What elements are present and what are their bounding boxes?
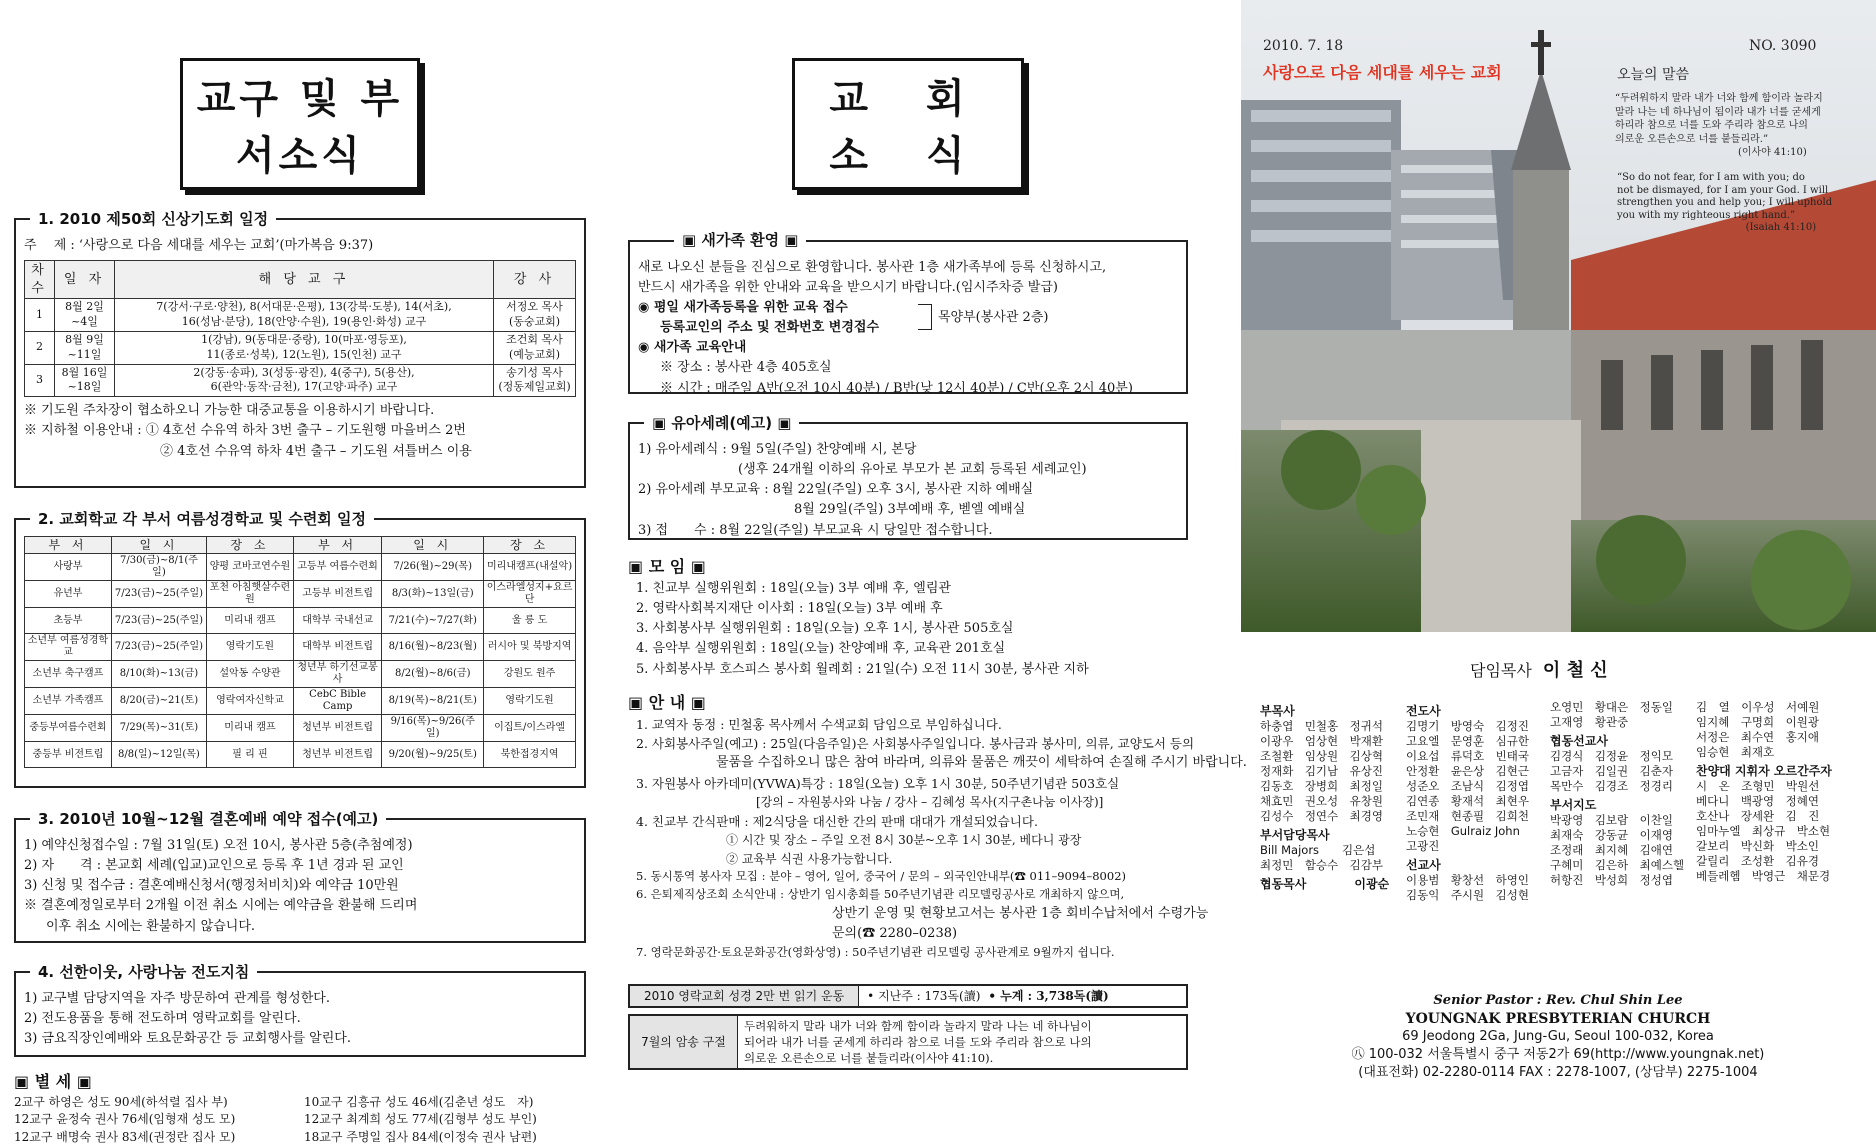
- section-evangelism-title: 4. 선한이웃, 사랑나눔 전도지침: [30, 961, 257, 984]
- memory-line: 되어라 내가 너를 굳세게 하리라 참으로 너를 도와 주리라 참으로 나의: [744, 1034, 1092, 1049]
- table-cell: 소년부 여름성경학교: [25, 634, 112, 661]
- welcome-place: ※ 장소 : 봉사관 4층 405호실: [660, 360, 832, 376]
- staff-names: 시 온 조형민 박원선: [1696, 779, 1820, 793]
- staff-heading: 협동목사 이광순: [1260, 877, 1390, 891]
- table-header-cell: 강 사: [494, 261, 576, 299]
- table-cell: 7/26(월)~29(목): [382, 554, 484, 581]
- staff-heading: 부목사: [1260, 704, 1295, 718]
- evangelism-line: 3) 금요직장인예배와 토요문화공간 등 교회행사를 알린다.: [24, 1031, 351, 1047]
- staff-names: 조정래 최지혜 김애연: [1550, 843, 1673, 857]
- table-cell: 초등부: [25, 608, 112, 634]
- staff-column-1: [1260, 700, 1389, 892]
- table-cell: 포천 아침햇살수련원: [206, 581, 293, 608]
- meeting-list: [628, 579, 1188, 680]
- memory-line: 의로운 오른손으로 너를 붙들리라(이사야 41:10).: [744, 1050, 994, 1065]
- staff-column-2: [1406, 700, 1529, 903]
- staff-names: 임승현 최재호: [1696, 745, 1775, 759]
- table-cell: 8/19(목)~8/21(토): [382, 688, 484, 715]
- table-cell: 필 리 핀: [206, 742, 293, 768]
- table-cell: 영락기도원: [484, 688, 576, 715]
- table-cell: 8/10(화)~13(금): [111, 661, 206, 688]
- staff-names: 김성수 정연수 최경영: [1260, 809, 1383, 823]
- word-line: strengthen you and help you; I will uphold: [1617, 197, 1833, 208]
- welcome-item: ◉ 평일 새가족등록을 위한 교육 접수: [638, 300, 848, 316]
- staff-names: 갈릴리 조성환 김유경: [1696, 854, 1819, 868]
- pastor-label: 담임목사: [1470, 661, 1532, 680]
- table-cell: 이집트/이스라엘: [484, 715, 576, 742]
- staff-heading: 부서담당목사: [1260, 828, 1330, 842]
- staff-names: 임마누엘 최상규 박소현: [1696, 824, 1831, 838]
- table-cell: 울 릉 도: [484, 608, 576, 634]
- staff-names: 채효민 권오성 유창원: [1260, 794, 1383, 808]
- left-title: 교구 및 부서소식: [180, 58, 420, 190]
- issue-date: 2010. 7. 18: [1263, 38, 1344, 54]
- section-summer-school: [14, 510, 586, 788]
- section-wedding-title: 3. 2010년 10월~12월 결혼예배 예약 접수(예고): [30, 808, 386, 831]
- word-line: you with my righteous right hand.”: [1617, 209, 1796, 221]
- welcome-intro: 새로 나오신 분들을 진심으로 환영합니다. 봉사관 1층 새가족부에 등록 신청하시고,: [638, 260, 1107, 275]
- table-cell: 9/20(월)~9/25(토): [382, 742, 484, 768]
- table-cell: 청년부 하기선교봉사: [293, 661, 381, 688]
- word-line: 말라 나는 네 하나님이 됨이라 내가 너를 굳세게: [1615, 106, 1821, 118]
- notice-item: 2. 사회봉사주일(예고) : 25일(다음주일)은 사회봉사주일입니다. 봉사금과 봉사미, 의류, 교양도서 등의: [636, 736, 1195, 752]
- staff-names: 고재영 황관중: [1550, 715, 1629, 729]
- table-row: [25, 554, 576, 581]
- welcome-intro: 반드시 새가족을 위한 안내와 교육을 받으시기 바랍니다.(임시주차증 발급): [638, 280, 1058, 296]
- staff-heading: 부서지도: [1550, 798, 1597, 812]
- table-cell: 유년부: [25, 581, 112, 608]
- section-welcome: [628, 231, 1188, 396]
- staff-heading: 선교사: [1406, 858, 1441, 872]
- table-row: [25, 688, 576, 715]
- parish-line: 2(강동·송파), 3(성동·광진), 4(중구), 5(용산),: [193, 365, 415, 379]
- table-row: [25, 299, 576, 332]
- staff-names: 조민재 현종필 김희천: [1406, 809, 1529, 823]
- staff-heading: 찬양대 지휘자 오르간주자: [1696, 764, 1832, 778]
- table-cell: 8/2(월)~8/6(금): [382, 661, 484, 688]
- table-cell: 8/16(월)~8/23(월): [382, 634, 484, 661]
- date-line: 8월 16일: [61, 365, 108, 379]
- staff-names: 이용범 황창선 하영인: [1406, 873, 1529, 887]
- bible-reading-bar: [628, 984, 1188, 1008]
- staff-names: 안정환 윤은상 김현근: [1406, 764, 1529, 778]
- table-cell: 3: [25, 364, 55, 397]
- obituary-item: 12교구 최계희 성도 77세(김형부 성도 부인): [304, 1112, 537, 1127]
- staff-names: 김명기 방영숙 김정진: [1406, 719, 1529, 733]
- staff-names: 오영민 황대은 정동일: [1550, 700, 1673, 714]
- staff-names: 베들레헴 박영근 채문경: [1696, 869, 1831, 883]
- obituary-item: 12교구 윤정숙 권사 76세(임형재 성도 모): [14, 1112, 236, 1127]
- table-cell: 7/30(금)~8/1(주일): [111, 554, 206, 581]
- speaker-line: (정동제일교회): [498, 380, 571, 394]
- meeting-item: 4. 음악부 실행위원회 : 18일(오늘) 찬양예배 후, 교육관 201호실: [636, 641, 1006, 657]
- speaker-line: (예능교회): [508, 347, 561, 361]
- staff-names: 이광우 엄상현 박재환: [1260, 734, 1383, 748]
- meeting-item: 1. 친교부 실행위원회 : 18일(오늘) 3부 예배 후, 엘림관: [636, 581, 951, 596]
- meeting-title: ▣ 모 임 ▣: [628, 557, 706, 576]
- wedding-line: 2) 자 격 : 본교회 세례(입교)교인으로 등록 후 1년 경과 된 교인: [24, 858, 404, 874]
- obituary-list: [14, 1094, 586, 1146]
- cover-photo: [1241, 0, 1876, 632]
- parish-line: 7(강서·구로·양천), 8(서대문·은평), 13(강북·도봉), 14(서초),: [156, 300, 452, 314]
- meeting-item: 2. 영락사회복지재단 이사회 : 18일(오늘) 3부 예배 후: [636, 601, 943, 617]
- staff-names: 하충엽 민철홍 정귀석: [1260, 719, 1383, 733]
- notice-item: ① 시간 및 장소 – 주일 오전 8시 30분~오후 1시 30분, 베다니 광장: [726, 832, 1082, 847]
- brace-shape: [918, 304, 932, 330]
- table-row: [25, 742, 576, 768]
- word-line: “두려워하지 말라 내가 너와 함께 함이라 놀라지: [1615, 93, 1823, 104]
- table-cell: 영락기도원: [206, 634, 293, 661]
- table-cell: [494, 299, 576, 332]
- date-line: 8월 2일: [65, 300, 104, 314]
- staff-names: 최정민 함승수 김감부: [1260, 858, 1383, 872]
- table-cell: [494, 331, 576, 364]
- today-word-korean: [1615, 92, 1823, 160]
- welcome-item: 등록교인의 주소 및 전화번호 변경접수: [660, 320, 880, 336]
- section-prayer: [14, 210, 586, 488]
- table-cell: 대학부 비전트립: [293, 634, 381, 661]
- table-cell: 이스라엘성지+요르단: [484, 581, 576, 608]
- wedding-line: ※ 결혼예정일로부터 2개월 이전 취소 시에는 예약금을 환불해 드리며: [24, 898, 418, 914]
- table-cell: 7/23(금)~25(주일): [111, 581, 206, 608]
- table-header-cell: 장 소: [484, 537, 576, 554]
- table-cell: 7/29(목)~31(토): [111, 715, 206, 742]
- prayer-theme: 주 제 : ‘사랑으로 다음 세대를 세우는 교회’(마가복음 9:37): [24, 238, 374, 253]
- table-header-cell: 차수: [25, 261, 55, 299]
- table-cell: 8/8(일)~12일(목): [111, 742, 206, 768]
- staff-names: 허항진 박성희 정성엽: [1550, 873, 1673, 887]
- staff-names: 김동호 장병희 최정일: [1260, 779, 1383, 793]
- table-header-cell: 장 소: [206, 537, 293, 554]
- staff-names: 조철환 임상원 김상혁: [1260, 749, 1383, 763]
- notice-item: 상반기 운영 및 현황보고서는 봉사관 1층 회비수납처에서 수령가능: [832, 905, 1209, 921]
- summer-table: [24, 536, 576, 768]
- staff-names: 이요섭 류덕호 빈태국: [1406, 749, 1529, 763]
- church-footer: [1240, 992, 1876, 1082]
- staff-names: 김동익 주시원 김성현: [1406, 888, 1529, 902]
- parish-line: 1(강남), 9(동대문·중랑), 10(마포·영등포),: [201, 332, 407, 346]
- meeting-item: 5. 사회봉사부 호스피스 봉사회 월례회 : 21일(수) 오전 11시 30분, 봉사관 지하: [636, 661, 1089, 677]
- meeting-item: 3. 사회봉사부 실행위원회 : 18일(오늘) 오후 1시, 봉사관 505호실: [636, 621, 1014, 637]
- welcome-registration: [638, 298, 1178, 338]
- table-header: [25, 537, 576, 554]
- wedding-line: 3) 신청 및 접수금 : 결혼예배신청서(행정처비치)와 예약금 10만원: [24, 878, 399, 894]
- staff-names: Bill Majors 김은섭: [1260, 843, 1376, 857]
- word-ref: (Isaiah 41:10): [1745, 222, 1817, 233]
- today-word-title: 오늘의 말씀: [1617, 67, 1690, 83]
- notice-item: ② 교육부 식권 사용가능합니다.: [726, 851, 893, 866]
- staff-names: 목만수 김경조 정경리: [1550, 779, 1673, 793]
- table-cell: [55, 364, 115, 397]
- table-cell: 강원도 원주: [484, 661, 576, 688]
- word-line: “So do not fear, for I am with you; do: [1617, 172, 1805, 183]
- notice-item: 7. 영락문화공간·토요문화공간(영화상영) : 50주년기념관 리모델링 공사관계로 9월까지 쉽니다.: [636, 945, 1115, 960]
- senior-pastor: [1470, 656, 1608, 682]
- staff-names: 박광영 김보람 이찬일: [1550, 813, 1673, 827]
- date-line: ~4일: [71, 315, 98, 329]
- table-cell: 8/3(화)~13일(금): [382, 581, 484, 608]
- wedding-line: 이후 취소 시에는 환불하지 않습니다.: [46, 918, 256, 934]
- obituary-title: ▣ 별 세 ▣: [14, 1072, 92, 1091]
- infant-line: 3) 접 수 : 8월 22일(주일) 부모교육 시 당일만 접수합니다.: [638, 522, 993, 538]
- speaker-line: (동숭교회): [508, 315, 561, 329]
- left-page: [0, 0, 600, 1144]
- staff-heading: 협동선교사: [1550, 734, 1608, 748]
- table-cell: 영락여자신학교: [206, 688, 293, 715]
- word-line: 하리라 참으로 너를 도와 주리라 참으로 나의: [1615, 120, 1808, 131]
- table-header-cell: 해 당 교 구: [115, 261, 494, 299]
- staff-names: 김 열 이우성 서예원: [1696, 700, 1820, 714]
- notice-item: [강의 – 자원봉사와 나눔 / 강사 – 김혜성 목사(지구촌나눔 이사장)]: [756, 794, 1104, 809]
- word-line: not be dismayed, for I am your God. I will: [1617, 184, 1829, 196]
- prayer-note: ※ 기도원 주차장이 협소하오니 가능한 대중교통을 이용하시기 바랍니다.: [24, 403, 435, 419]
- staff-names: 갈보리 박신화 박소인: [1696, 839, 1819, 853]
- reading-past: • 지난주 : 173독(讀): [867, 989, 981, 1004]
- date-line: ~18일: [67, 380, 102, 394]
- table-row: [25, 331, 576, 364]
- date-line: ~11일: [67, 347, 102, 361]
- table-cell: 설악동 수양관: [206, 661, 293, 688]
- table-cell: 7/23(금)~25(주일): [111, 608, 206, 634]
- table-row: [25, 608, 576, 634]
- table-cell: 북한접경지역: [484, 742, 576, 768]
- table-cell: 소년부 가족캠프: [25, 688, 112, 715]
- pastor-name: 이 철 신: [1542, 660, 1608, 681]
- prayer-table: [24, 260, 576, 397]
- table-cell: 7/21(수)~7/27(화): [382, 608, 484, 634]
- table-cell: 러시아 및 북방지역: [484, 634, 576, 661]
- table-cell: [115, 331, 494, 364]
- table-cell: [115, 299, 494, 332]
- table-header-cell: 부 서: [293, 537, 381, 554]
- speaker-line: 송기성 목사: [506, 365, 563, 379]
- footer-address-en: 69 Jeodong 2Ga, Jung-Gu, Seoul 100-032, Korea: [1402, 1029, 1714, 1044]
- parish-line: 16(성남·분당), 18(안양·수원), 19(용인·화성) 교구: [181, 315, 427, 329]
- table-cell: 고등부 비전트립: [293, 581, 381, 608]
- footer-church: YOUNGNAK PRESBYTERIAN CHURCH: [1405, 1011, 1711, 1027]
- wedding-line: 1) 예약신청접수일 : 7월 31일(토) 오전 10시, 봉사관 5층(추첨예정): [24, 838, 413, 853]
- table-header-cell: 일 자: [55, 261, 115, 299]
- table-cell: 8/20(금)~21(토): [111, 688, 206, 715]
- date-line: 8월 9일: [65, 332, 104, 346]
- staff-heading: 전도사: [1406, 704, 1441, 718]
- infant-line: 2) 유아세례 부모교육 : 8월 22일(주일) 오후 3시, 봉사관 지하 예배실: [638, 482, 1034, 498]
- notice-item: 5. 동시통역 봉사자 모집 : 분야 – 영어, 일어, 중국어 / 문의 – 외국인안내부(☎ 011–9094–8002): [636, 869, 1126, 884]
- section-infant-title: ▣ 유아세례(예고) ▣: [644, 412, 799, 435]
- section-infant-baptism: [628, 414, 1188, 540]
- table-cell: 미리내 캠프: [206, 608, 293, 634]
- welcome-location: 목양부(봉사관 2층): [938, 310, 1049, 326]
- staff-names: 정재화 김기남 유상진: [1260, 764, 1383, 778]
- table-cell: 7/23(금)~25(주일): [111, 634, 206, 661]
- section-prayer-title: 1. 2010 제50회 신상기도회 일정: [30, 208, 276, 231]
- section-wedding: [14, 810, 586, 943]
- evangelism-line: 1) 교구별 담당지역을 자주 방문하여 관계를 형성한다.: [24, 991, 330, 1006]
- issue-number: NO. 3090: [1749, 38, 1817, 54]
- welcome-time: ※ 시간 : 매주일 A반(오전 10시 40분) / B반(낮 12시 40분) / C반(오후 2시 40분): [660, 380, 1133, 396]
- staff-names: 김연종 황재석 최현우: [1406, 794, 1529, 808]
- church-motto: 사랑으로 다음 세대를 세우는 교회: [1263, 63, 1502, 82]
- table-cell: [55, 331, 115, 364]
- table-cell: [115, 364, 494, 397]
- table-header-cell: 부 서: [25, 537, 112, 554]
- table-cell: 중등부 비전트립: [25, 742, 112, 768]
- footer-phone: (대표전화) 02-2280-0114 FAX : 2278-1007, (상담부) 2275-1004: [1358, 1065, 1758, 1080]
- prayer-note: ※ 지하철 이용안내 : ① 4호선 수유역 하차 3번 출구 – 기도원행 마을버스 2번: [24, 423, 466, 439]
- staff-names: 성준오 조남식 김정엽: [1406, 779, 1529, 793]
- speaker-line: 조건회 목사: [506, 332, 563, 346]
- staff-names: 고광진: [1406, 839, 1440, 853]
- notice-item: 6. 은퇴제직상조회 소식안내 : 상반기 임시총회를 50주년기념관 리모델링공사로 개최하지 않으며,: [636, 886, 1125, 901]
- table-cell: 중등부여름수련회: [25, 715, 112, 742]
- table-cell: 미리내캠프(내설악): [484, 554, 576, 581]
- word-ref: (이사야 41:10): [1737, 147, 1807, 158]
- welcome-item: ◉ 새가족 교육안내: [638, 340, 747, 356]
- staff-names: 김경식 김정윤 정익모: [1550, 749, 1673, 763]
- today-word-english: [1617, 172, 1832, 235]
- reading-label: 2010 영락교회 성경 2만 번 읽기 운동: [630, 986, 859, 1006]
- obituary-item: 18교구 주명일 집사 84세(이정숙 권사 남편): [304, 1129, 537, 1144]
- notice-list: [628, 715, 1247, 962]
- staff-names: 최재숙 강동균 이재영: [1550, 828, 1673, 842]
- obituary-item: 12교구 배명숙 권사 83세(권정란 집사 모): [14, 1129, 236, 1144]
- reading-total: • 누계 : 3,738독(讀): [988, 989, 1109, 1004]
- middle-title: 교 회 소 식: [792, 58, 1024, 190]
- notice-item: 3. 자원봉사 아카데미(YVWA)특강 : 18일(오늘) 오후 1시 30분, 50주년기념관 503호실: [636, 775, 1120, 791]
- table-cell: 청년부 비전트립: [293, 742, 381, 768]
- staff-names: 노승현 Gulraiz John: [1406, 824, 1520, 838]
- infant-line: 8월 29일(주일) 3부예배 후, 벧엘 예배실: [794, 502, 1026, 518]
- memory-verse-box: [628, 1014, 1188, 1070]
- staff-column-3: [1550, 700, 1684, 888]
- word-line: 의로운 오른손으로 너를 붙들리라.”: [1615, 133, 1769, 145]
- middle-page: [628, 0, 1247, 1092]
- table-cell: 사랑부: [25, 554, 112, 581]
- parish-line: 11(종로·성북), 12(노원), 15(인천) 교구: [206, 347, 402, 361]
- table-header-cell: 일 시: [382, 537, 484, 554]
- infant-line: (생후 24개월 이하의 유아로 부모가 본 교회 등록된 세례교인): [738, 462, 1087, 478]
- table-cell: 고등부 여름수련회: [293, 554, 381, 581]
- staff-names: 임지혜 구명희 이원광: [1696, 715, 1819, 729]
- table-cell: 1: [25, 299, 55, 332]
- evangelism-line: 2) 전도용품을 통해 전도하며 영락교회를 알린다.: [24, 1011, 301, 1027]
- table-cell: 2: [25, 331, 55, 364]
- table-row: [25, 715, 576, 742]
- table-cell: 대학부 국내선교: [293, 608, 381, 634]
- memory-label: 7월의 암송 구절: [630, 1016, 738, 1068]
- notice-item: 4. 친교부 간식판매 : 제2식당을 대신한 간의 판매 대대가 개설되었습니다.: [636, 813, 1038, 829]
- table-row: [25, 364, 576, 397]
- table-cell: CebC Bible Camp: [293, 688, 381, 715]
- section-evangelism: [14, 963, 586, 1057]
- staff-names: 호산나 장세완 김 진: [1696, 809, 1820, 823]
- table-cell: 9/16(목)~9/26(주일): [382, 715, 484, 742]
- notice-item: 1. 교역자 동정 : 민철홍 목사께서 수색교회 담임으로 부임하십니다.: [636, 716, 1002, 732]
- table-row: [25, 581, 576, 608]
- notice-title: ▣ 안 내 ▣: [628, 692, 706, 712]
- staff-names: 고금자 김일권 김춘자: [1550, 764, 1673, 778]
- obituary-item: 2교구 하영은 성도 90세(하석렬 집사 부): [14, 1095, 228, 1109]
- footer-address-kr: ㊇ 100-032 서울특별시 중구 저동2가 69(http://www.youngnak.net): [1351, 1047, 1765, 1062]
- table-row: [25, 634, 576, 661]
- table-cell: 미리내 캠프: [206, 715, 293, 742]
- table-cell: [494, 364, 576, 397]
- staff-names: 고요엘 문영훈 심규한: [1406, 734, 1529, 748]
- speaker-line: 서정오 목사: [506, 300, 563, 314]
- table-cell: 양평 코바코연수원: [206, 554, 293, 581]
- notice-item: 물품을 수집하오니 많은 참여 바라며, 의류와 물품은 깨끗이 세탁하여 손질해 주시기 바랍니다.: [716, 755, 1247, 771]
- table-header: [25, 261, 576, 299]
- footer-pastor: Senior Pastor : Rev. Chul Shin Lee: [1433, 993, 1683, 1008]
- table-header-cell: 일 시: [111, 537, 206, 554]
- memory-line: 두려워하지 말라 내가 너와 함께 함이라 놀라지 말라 나는 네 하나님이: [744, 1018, 1092, 1033]
- table-cell: 소년부 축구캠프: [25, 661, 112, 688]
- prayer-note: ② 4호선 수유역 하차 4번 출구 – 기도원 셔틀버스 이용: [160, 443, 472, 459]
- table-cell: 청년부 비전트립: [293, 715, 381, 742]
- parish-line: 6(관악·동작·금천), 17(고양·파주) 교구: [210, 380, 398, 394]
- notice-item: 문의(☎ 2280–0238): [832, 925, 958, 941]
- staff-names: 베다니 백광영 정혜연: [1696, 794, 1819, 808]
- staff-names: 서정은 최수연 홍지애: [1696, 730, 1819, 744]
- section-welcome-title: ▣ 새가족 환영 ▣: [674, 230, 806, 252]
- staff-names: 구혜미 김은하 최예스헬: [1550, 858, 1685, 872]
- table-cell: [55, 299, 115, 332]
- table-row: [25, 661, 576, 688]
- section-summer-title: 2. 교회학교 각 부서 여름성경학교 및 수련회 일정: [30, 508, 374, 531]
- infant-line: 1) 유아세례식 : 9월 5일(주일) 찬양예배 시, 본당: [638, 442, 917, 457]
- obituary-item: 10교구 김흥규 성도 46세(김춘년 성도 자): [304, 1095, 534, 1109]
- staff-column-4: [1696, 700, 1832, 884]
